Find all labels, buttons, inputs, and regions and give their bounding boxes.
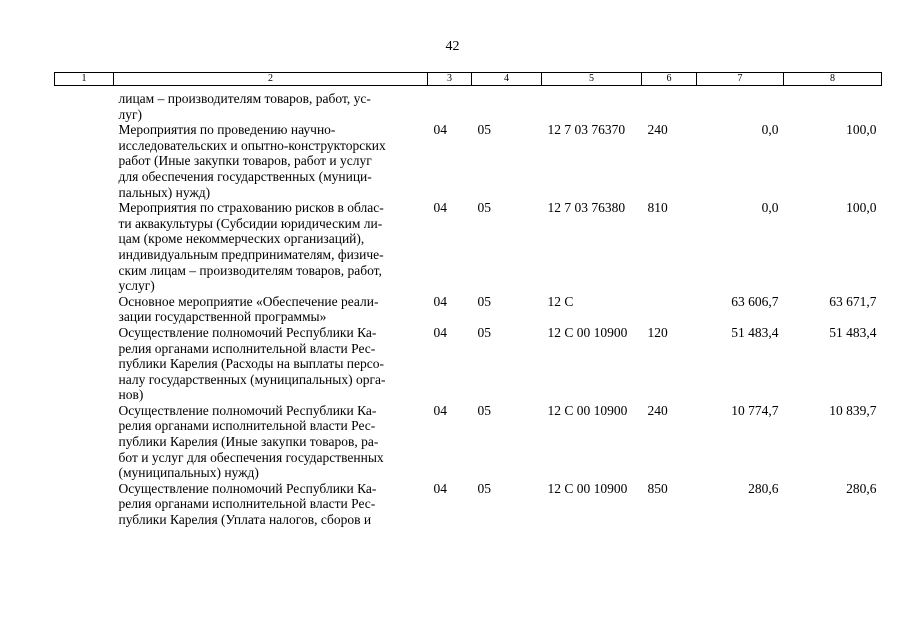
row-name-line: релия органами исполнительной власти Рес-: [118, 418, 376, 434]
amount-cell-1: [697, 86, 784, 123]
expense-type-cell: 810: [647, 200, 668, 216]
header-cell-4: 4: [472, 73, 542, 86]
expense-type-cell: [642, 86, 697, 123]
page-number: 42: [445, 39, 460, 54]
row-number-cell: [55, 481, 114, 528]
row-name-cell: [114, 122, 428, 200]
row-name-line: исследовательских и опытно-конструкторских: [118, 137, 386, 153]
amount-cell-1: 0,0: [761, 122, 779, 138]
table-row: [55, 325, 882, 403]
section-code-cell: 04: [433, 324, 447, 340]
header-row: [55, 73, 882, 86]
row-name-line: ским лицам – производителям товаров, работ,: [118, 262, 382, 278]
table-header: [55, 73, 882, 86]
expense-type-cell: 240: [647, 122, 668, 138]
section-code-cell: 04: [433, 122, 447, 138]
row-name-line: публики Карелия (Уплата налогов, сборов и: [118, 512, 372, 528]
row-name-cell: [114, 86, 428, 123]
amount-cell-2: 280,6: [846, 480, 877, 496]
row-name-line: публики Карелия (Иные закупки товаров, ра-: [118, 434, 379, 450]
row-name-line: бот и услуг для обеспечения государственных: [118, 449, 384, 465]
target-article-cell: 12 С 00 10900: [547, 480, 628, 496]
row-name-line: пальных) нужд): [118, 184, 211, 200]
section-code-cell: 04: [433, 480, 447, 496]
expense-type-cell: [642, 294, 697, 325]
row-name-line: налу государственных (муниципальных) орга-: [118, 371, 386, 387]
amount-cell-1: 10 774,7: [731, 402, 779, 418]
row-number-cell: [55, 86, 114, 123]
subsection-code-cell: 05: [477, 480, 491, 496]
budget-table: [54, 72, 882, 528]
row-name-line: (муниципальных) нужд): [118, 465, 259, 481]
target-article-cell: 12 С 00 10900: [547, 402, 628, 418]
row-name-line: Осуществление полномочий Республики Ка-: [118, 324, 377, 340]
subsection-code-cell: 05: [477, 122, 491, 138]
row-name-cell: [114, 325, 428, 403]
amount-cell-1: 280,6: [748, 480, 779, 496]
row-name-line: работ (Иные закупки товаров, работ и услуг: [118, 153, 372, 169]
row-name-line: нов): [118, 387, 144, 403]
row-name-line: Мероприятия по проведению научно-: [118, 122, 336, 138]
row-name-line: зации государственной программы»: [118, 309, 327, 325]
budget-table-container: [54, 72, 881, 528]
subsection-code-cell: [472, 86, 542, 123]
section-code-cell: 04: [433, 402, 447, 418]
table-row: [55, 200, 882, 294]
row-name-line: лицам – производителям товаров, работ, ус-: [118, 91, 371, 106]
row-number-cell: [55, 122, 114, 200]
header-cell-3: 3: [428, 73, 472, 86]
row-name-line: Осуществление полномочий Республики Ка-: [118, 402, 377, 418]
row-name-cell: [114, 403, 428, 481]
row-name-line: индивидуальным предпринимателям, физиче-: [118, 246, 384, 262]
header-cell-6: 6: [642, 73, 697, 86]
amount-cell-1: 63 606,7: [731, 293, 779, 309]
row-name-cell: [114, 200, 428, 294]
row-name-cell: [114, 294, 428, 325]
row-name-line: релия органами исполнительной власти Рес-: [118, 340, 376, 356]
section-code-cell: 04: [433, 200, 447, 216]
row-name-line: Осуществление полномочий Республики Ка-: [118, 480, 377, 496]
table-row: [55, 481, 882, 528]
target-article-cell: [542, 86, 642, 123]
amount-cell-2: [784, 86, 882, 123]
row-number-cell: [55, 200, 114, 294]
row-name-line: цам (кроме некоммерческих организаций),: [118, 231, 365, 247]
subsection-code-cell: 05: [477, 324, 491, 340]
row-number-cell: [55, 325, 114, 403]
target-article-cell: 12 С: [547, 293, 574, 309]
row-name-line: релия органами исполнительной власти Рес-: [118, 496, 376, 512]
amount-cell-1: 51 483,4: [731, 324, 779, 340]
row-name-cell: [114, 481, 428, 528]
amount-cell-2: 63 671,7: [829, 293, 877, 309]
amount-cell-2: 51 483,4: [829, 324, 877, 340]
header-cell-5: 5: [542, 73, 642, 86]
amount-cell-2: 100,0: [846, 122, 877, 138]
table-row: [55, 86, 882, 123]
header-cell-1: 1: [55, 73, 114, 86]
header-cell-2: 2: [114, 73, 428, 86]
row-name-line: для обеспечения государственных (муници-: [118, 168, 372, 184]
table-row: [55, 403, 882, 481]
row-number-cell: [55, 403, 114, 481]
expense-type-cell: 850: [647, 480, 668, 496]
section-code-cell: [428, 86, 472, 123]
row-name-line: публики Карелия (Расходы на выплаты персо-: [118, 356, 384, 372]
target-article-cell: 12 7 03 76370: [547, 122, 626, 138]
row-name-line: услуг): [118, 278, 155, 294]
table-row: [55, 122, 882, 200]
subsection-code-cell: 05: [477, 200, 491, 216]
amount-cell-2: 10 839,7: [829, 402, 877, 418]
target-article-cell: 12 С 00 10900: [547, 324, 628, 340]
target-article-cell: 12 7 03 76380: [547, 200, 626, 216]
header-cell-7: 7: [697, 73, 784, 86]
table-row: [55, 294, 882, 325]
amount-cell-2: 100,0: [846, 200, 877, 216]
row-name-line: Основное мероприятие «Обеспечение реали-: [118, 293, 379, 309]
row-name-line: Мероприятия по страхованию рисков в облас-: [118, 200, 384, 216]
subsection-code-cell: 05: [477, 402, 491, 418]
amount-cell-1: 0,0: [761, 200, 779, 216]
expense-type-cell: 240: [647, 402, 668, 418]
section-code-cell: 04: [433, 293, 447, 309]
table-body: [55, 86, 882, 528]
row-name-line: луг): [118, 106, 143, 122]
subsection-code-cell: 05: [477, 293, 491, 309]
expense-type-cell: 120: [647, 324, 668, 340]
row-number-cell: [55, 294, 114, 325]
row-name-line: ти аквакультуры (Субсидии юридическим ли-: [118, 215, 383, 231]
header-cell-8: 8: [784, 73, 882, 86]
